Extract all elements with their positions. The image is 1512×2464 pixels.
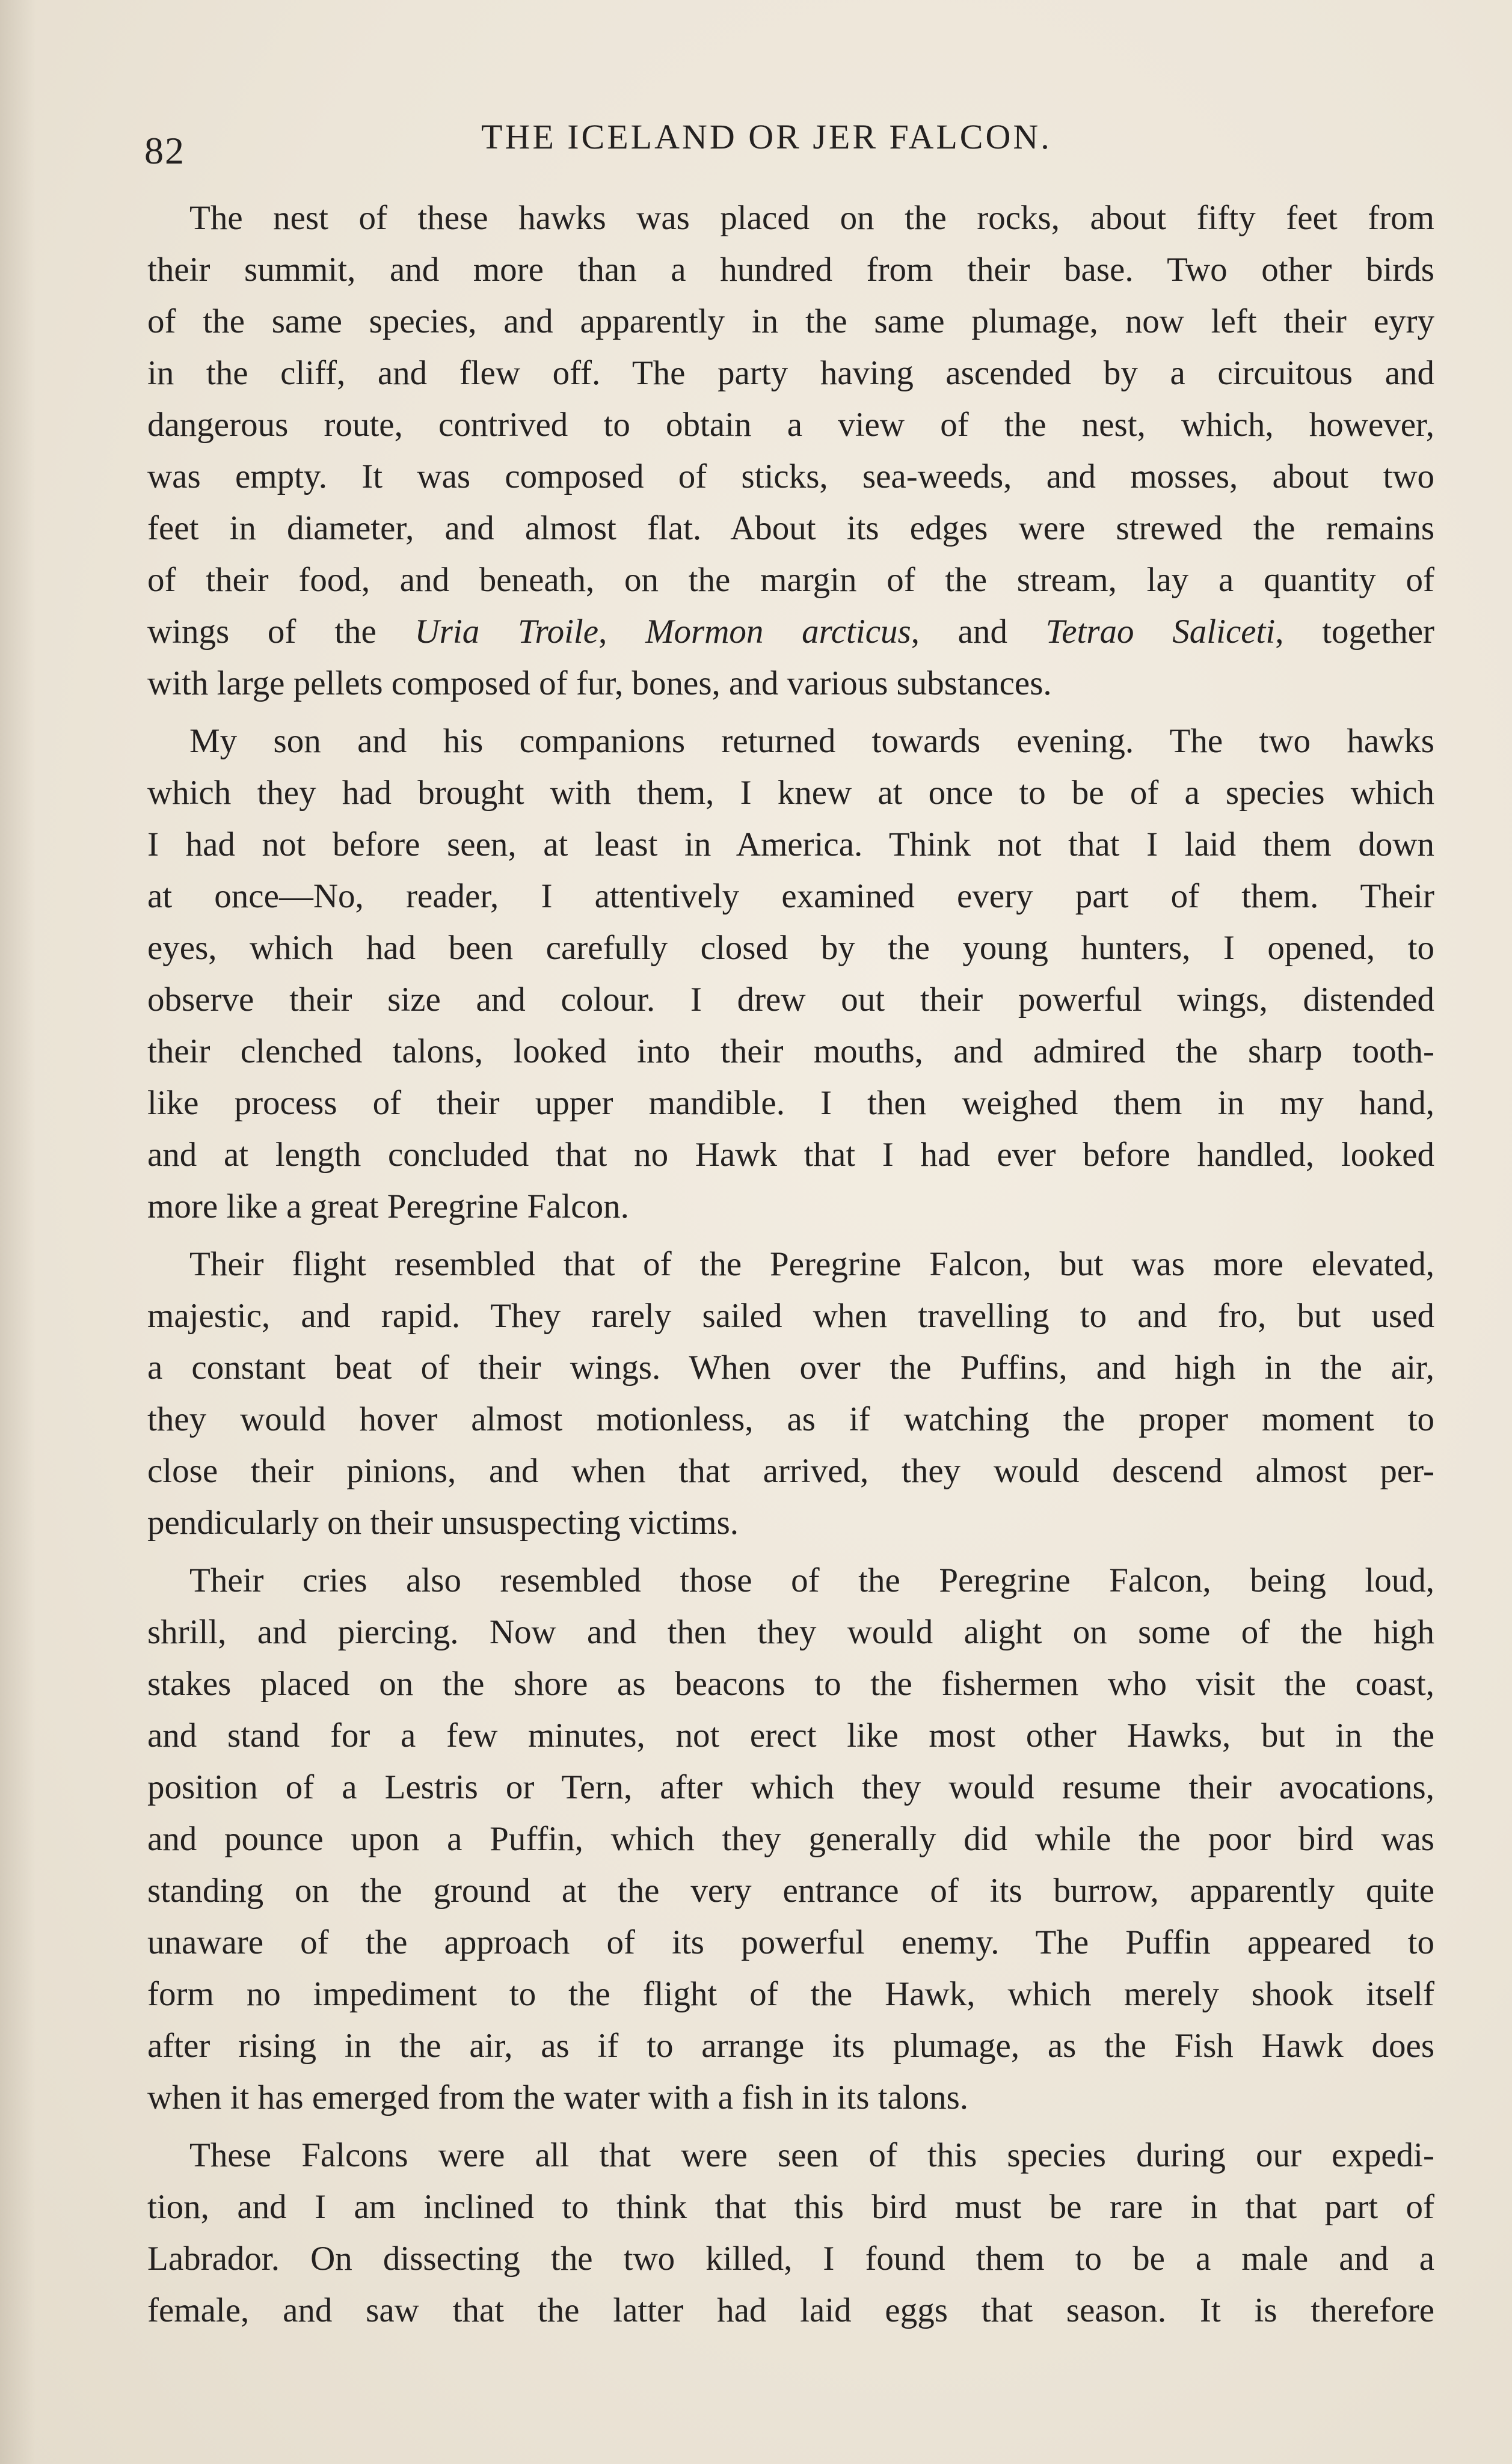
paragraph: [147, 716, 1434, 1233]
text-line: a constant beat of their wings. When over the Puffins, and high in the air,: [147, 1349, 1434, 1387]
text-line: like process of their upper mandible. I then weighed them in my hand,: [147, 1084, 1434, 1122]
text-line: was empty. It was composed of sticks, sea-weeds, and mosses, about two: [147, 458, 1434, 495]
species-name: Tetrao Saliceti: [1045, 613, 1276, 651]
text-line: of the same species, and apparently in the same plumage, now left their eyry: [147, 302, 1434, 340]
text-line: female, and saw that the latter had laid eggs that season. It is therefore: [147, 2291, 1434, 2329]
text-line: and stand for a few minutes, not erect like most other Hawks, but in the: [147, 1717, 1434, 1755]
text-line: shrill, and piercing. Now and then they would alight on some of the high: [147, 1613, 1434, 1651]
text-line: observe their size and colour. I drew out their powerful wings, distended: [147, 981, 1434, 1019]
text-line: with large pellets composed of fur, bones, and various substances.: [147, 664, 1052, 702]
text-line: Labrador. On dissecting the two killed, I found them to be a male and a: [147, 2240, 1434, 2278]
text-line: of their food, and beneath, on the margin of the stream, lay a quantity of: [147, 561, 1434, 599]
text-line: feet in diameter, and almost flat. About its edges were strewed the remains: [147, 509, 1434, 547]
text-line: wings of the Uria Troile, Mormon arcticus, and Tetrao Saliceti, together: [147, 613, 1434, 651]
text-line: These Falcons were all that were seen of this species during our expedi-: [189, 2136, 1434, 2174]
paragraph: [147, 1239, 1434, 1549]
paragraph: [147, 2130, 1434, 2337]
running-head: [144, 108, 1449, 172]
text-line: form no impediment to the flight of the Hawk, which merely shook itself: [147, 1975, 1434, 2013]
text-line: Their cries also resembled those of the Peregrine Falcon, being loud,: [189, 1561, 1434, 1599]
text-line: majestic, and rapid. They rarely sailed when travelling to and fro, but used: [147, 1297, 1434, 1335]
text-line: their clenched talons, looked into their mouths, and admired the sharp tooth-: [147, 1032, 1434, 1070]
running-title: THE ICELAND OR JER FALCON.: [481, 117, 1052, 156]
paragraph: [147, 192, 1434, 709]
text-line: position of a Lestris or Tern, after which they would resume their avocations,: [147, 1768, 1434, 1806]
page-number: 82: [144, 129, 185, 172]
text-line: more like a great Peregrine Falcon.: [147, 1188, 629, 1225]
text-line: eyes, which had been carefully closed by the young hunters, I opened, to: [147, 929, 1434, 967]
text-line: Their flight resembled that of the Peregrine Falcon, but was more elevated,: [189, 1245, 1434, 1283]
text-line: tion, and I am inclined to think that this bird must be rare in that part of: [147, 2188, 1434, 2226]
text-line: when it has emerged from the water with a fish in its talons.: [147, 2079, 969, 2116]
paragraph: [147, 1555, 1434, 2124]
text-line: which they had brought with them, I knew at once to be of a species which: [147, 774, 1434, 812]
text-line: unaware of the approach of its powerful enemy. The Puffin appeared to: [147, 1923, 1434, 1961]
text-line: I had not before seen, at least in America. Think not that I laid them down: [147, 826, 1434, 863]
spine-shadow: [0, 0, 36, 2464]
text-line: The nest of these hawks was placed on the rocks, about fifty feet from: [189, 199, 1434, 237]
text-line: and at length concluded that no Hawk that I had ever before handled, looked: [147, 1136, 1434, 1174]
species-name: Uria Troile: [414, 613, 599, 651]
text-line: stakes placed on the shore as beacons to the fishermen who visit the coast,: [147, 1665, 1434, 1703]
body-text: [147, 192, 1434, 2343]
text-line: after rising in the air, as if to arrange its plumage, as the Fish Hawk does: [147, 2027, 1434, 2065]
text-line: pendicularly on their unsuspecting victims.: [147, 1504, 739, 1542]
text-line: standing on the ground at the very entrance of its burrow, apparently quite: [147, 1872, 1434, 1910]
text-line: My son and his companions returned towards evening. The two hawks: [189, 722, 1434, 760]
text-line: at once—No, reader, I attentively examined every part of them. Their: [147, 877, 1434, 915]
species-name: Mormon arcticus: [645, 613, 911, 651]
text-line: close their pinions, and when that arrived, they would descend almost per-: [147, 1452, 1434, 1490]
text-line: their summit, and more than a hundred from their base. Two other birds: [147, 251, 1434, 289]
text-line: and pounce upon a Puffin, which they generally did while the poor bird was: [147, 1820, 1434, 1858]
text-line: they would hover almost motionless, as if watching the proper moment to: [147, 1400, 1434, 1438]
text-line: dangerous route, contrived to obtain a view of the nest, which, however,: [147, 406, 1434, 444]
text-line: in the cliff, and flew off. The party having ascended by a circuitous and: [147, 354, 1434, 392]
